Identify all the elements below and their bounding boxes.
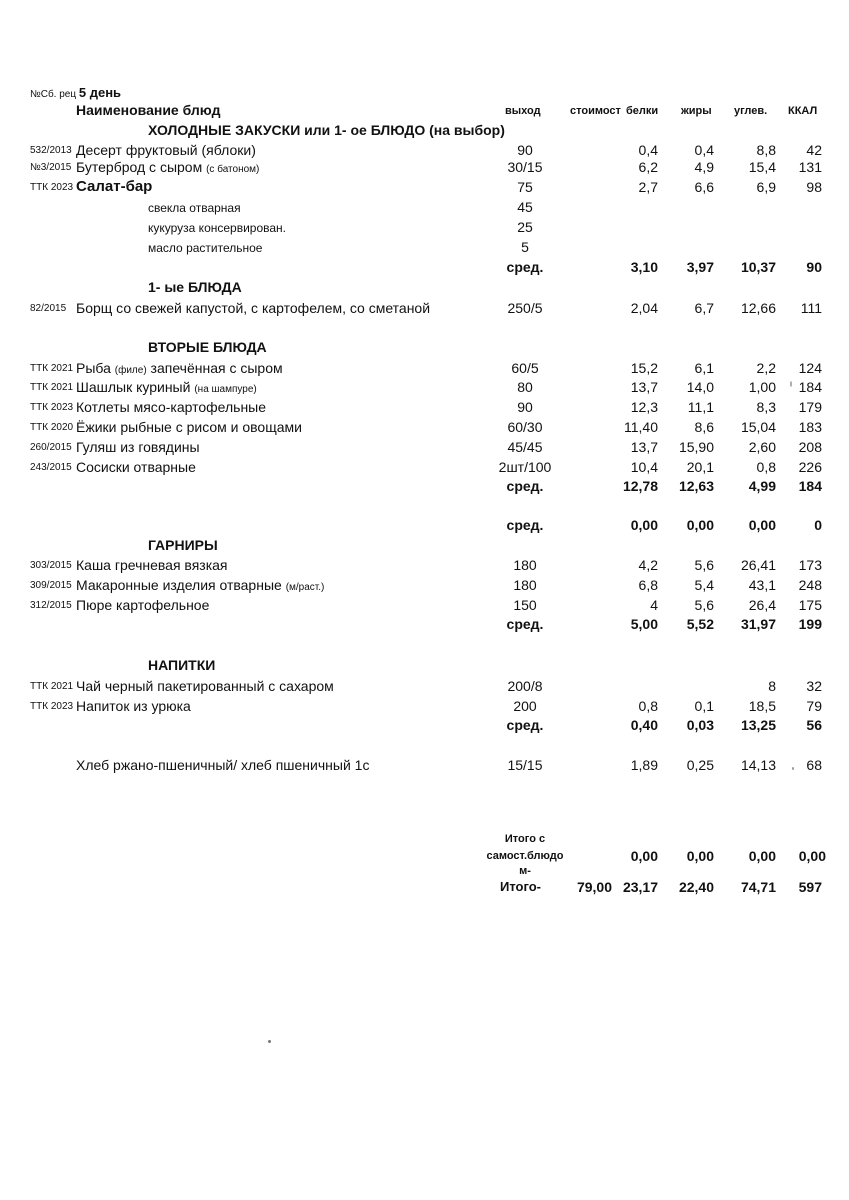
grand-total-kcal: 597 [798, 879, 822, 895]
row-code: ТТК 2021 [30, 681, 74, 692]
first-section-title: 1- ые БЛЮДА [148, 279, 242, 295]
row-fat: 6,1 [694, 360, 714, 376]
row-carbs: 8 [768, 678, 776, 694]
second-section-title: ВТОРЫЕ БЛЮДА [148, 339, 267, 355]
row-note: (на шампуре) [194, 384, 257, 395]
row-name: Ёжики рыбные с рисом и овощами [76, 419, 302, 435]
row-carbs: 26,41 [740, 557, 776, 573]
protein-column-header: белки [626, 105, 659, 117]
row-fat: 6,6 [694, 179, 714, 195]
average-protein: 0,40 [630, 717, 658, 733]
row-note: (филе) [114, 365, 147, 376]
self-total-protein: 0,00 [630, 848, 658, 864]
fat-column-header: жиры [681, 105, 712, 117]
row-yield: 90 [517, 142, 533, 158]
row-carbs: 8,3 [756, 399, 776, 415]
row-name: Десерт фруктовый (яблоки) [76, 142, 256, 158]
row-protein: 13,7 [630, 439, 658, 455]
average-protein: 12,78 [622, 478, 658, 494]
row-name: Гуляш из говядины [76, 439, 200, 455]
average-carbs: 13,25 [740, 717, 776, 733]
grand-total-cost: 79,00 [576, 879, 612, 895]
row-note: (с батоном) [206, 164, 260, 175]
row-name: Напиток из урюка [76, 698, 191, 714]
row-code: 260/2015 [30, 442, 72, 453]
ingredient-name: свекла отварная [148, 201, 241, 215]
row-kcal: 208 [798, 439, 822, 455]
ingredient-yield: 45 [517, 199, 533, 215]
average-kcal: 0 [814, 517, 822, 533]
average-fat: 0,03 [686, 717, 714, 733]
average-fat: 3,97 [686, 259, 714, 275]
row-yield: 30/15 [507, 159, 543, 175]
self-total-label-3: м- [519, 865, 531, 877]
row-code: 82/2015 [30, 303, 67, 314]
row-protein: 4 [650, 597, 658, 613]
row-carbs: 18,5 [748, 698, 776, 714]
average-label: сред. [506, 717, 544, 733]
row-yield: 60/30 [507, 419, 543, 435]
row-fat: 0,1 [694, 698, 714, 714]
row-protein: 2,04 [630, 300, 658, 316]
row-kcal: 124 [798, 360, 822, 376]
self-total-carbs: 0,00 [748, 848, 776, 864]
row-carbs: 14,13 [740, 757, 776, 773]
row-carbs: 2,60 [748, 439, 776, 455]
code-column-header: №Сб. рец 5 день [30, 85, 122, 100]
row-yield: 90 [517, 399, 533, 415]
row-name: Сосиски отварные [76, 459, 196, 475]
self-total-label-2: самост.блюдо [486, 850, 564, 862]
row-name: Борщ со свежей капустой, с картофелем, со сметаной [76, 300, 431, 316]
average-protein: 0,00 [630, 517, 658, 533]
average-kcal: 184 [798, 478, 822, 494]
row-protein: 13,7 [630, 379, 658, 395]
row-carbs: 2,2 [756, 360, 776, 376]
row-carbs: 0,8 [756, 459, 776, 475]
row-yield: 45/45 [507, 439, 543, 455]
row-name: Пюре картофельное [76, 597, 210, 613]
average-fat: 0,00 [686, 517, 714, 533]
average-carbs: 10,37 [740, 259, 776, 275]
average-kcal: 90 [806, 259, 822, 275]
row-yield: 150 [513, 597, 537, 613]
row-kcal: 226 [798, 459, 822, 475]
row-kcal: 248 [798, 577, 822, 593]
row-fat: 0,4 [694, 142, 714, 158]
row-kcal: 179 [798, 399, 822, 415]
row-protein: 0,4 [638, 142, 658, 158]
row-carbs: 1,00 [748, 379, 776, 395]
self-total-kcal: 0,00 [798, 848, 826, 864]
ingredient-yield: 25 [517, 219, 533, 235]
row-yield: 200 [513, 698, 537, 714]
average-carbs: 4,99 [748, 478, 776, 494]
row-code: ТТК 2023 [30, 402, 74, 413]
row-protein: 4,2 [638, 557, 658, 573]
row-name: Каша гречневая вязкая [76, 557, 228, 573]
average-carbs: 0,00 [748, 517, 776, 533]
grand-total-fat: 22,40 [678, 879, 714, 895]
row-yield: 75 [517, 179, 533, 195]
row-kcal: 175 [798, 597, 822, 613]
row-yield: 80 [517, 379, 533, 395]
average-fat: 12,63 [678, 478, 714, 494]
carbs-column-header: углев. [734, 105, 768, 117]
average-carbs: 31,97 [740, 616, 776, 632]
average-label: сред. [506, 616, 544, 632]
row-kcal: 131 [798, 159, 822, 175]
row-fat: 15,90 [678, 439, 714, 455]
row-name: Бутерброд с сыром (с батоном) [76, 159, 260, 175]
row-protein: 15,2 [630, 360, 658, 376]
row-protein: 1,89 [630, 757, 658, 773]
row-protein: 2,7 [638, 179, 658, 195]
row-kcal: 111 [800, 300, 822, 316]
row-yield: 2шт/100 [498, 459, 552, 475]
row-yield: 180 [513, 577, 537, 593]
average-kcal: 199 [798, 616, 822, 632]
grand-total-protein: 23,17 [622, 879, 658, 895]
scan-speck [790, 381, 792, 387]
self-total-label-1: Итого с [504, 833, 546, 845]
average-fat: 5,52 [686, 616, 714, 632]
row-code: 243/2015 [30, 462, 72, 473]
grand-total-label: Итого- [500, 879, 541, 894]
row-code: №3/2015 [30, 162, 72, 173]
self-total-fat: 0,00 [686, 848, 714, 864]
row-kcal: 79 [806, 698, 822, 714]
row-fat: 5,4 [694, 577, 714, 593]
row-code: ТТК 2023 [30, 182, 74, 193]
grand-total-carbs: 74,71 [740, 879, 776, 895]
row-name: Чай черный пакетированный с сахаром [76, 678, 334, 694]
row-note: (м/раст.) [285, 582, 325, 593]
row-fat: 11,1 [687, 399, 714, 415]
row-carbs: 43,1 [748, 577, 776, 593]
row-fat: 5,6 [694, 557, 714, 573]
row-code: ТТК 2020 [30, 422, 74, 433]
row-name: Рыба (филе) запечённая с сыром [76, 360, 283, 376]
row-code: 532/2013 [30, 145, 72, 156]
row-code: 303/2015 [30, 560, 72, 571]
row-protein: 6,2 [638, 159, 658, 175]
ingredient-name: масло растительное [148, 241, 263, 255]
average-label: сред. [506, 517, 544, 533]
row-name: Макаронные изделия отварные (м/раст.) [76, 577, 325, 593]
row-fat: 0,25 [686, 757, 714, 773]
garnish-section-title: ГАРНИРЫ [148, 537, 218, 553]
row-code: 312/2015 [30, 600, 72, 611]
row-protein: 12,3 [630, 399, 658, 415]
scan-speck [268, 1040, 271, 1043]
row-kcal: 173 [798, 557, 822, 573]
average-label: сред. [506, 259, 544, 275]
row-carbs: 15,04 [740, 419, 776, 435]
cold-section-title: ХОЛОДНЫЕ ЗАКУСКИ или 1- ое БЛЮДО (на выбор) [148, 122, 505, 138]
row-yield: 15/15 [507, 757, 543, 773]
row-carbs: 8,8 [756, 142, 776, 158]
ingredient-yield: 5 [521, 239, 529, 255]
row-kcal: 183 [798, 419, 822, 435]
row-fat: 14,0 [686, 379, 714, 395]
drinks-section-title: НАПИТКИ [148, 657, 216, 673]
average-protein: 3,10 [630, 259, 658, 275]
row-carbs: 15,4 [748, 159, 776, 175]
row-code: ТТК 2023 [30, 701, 74, 712]
row-fat: 8,6 [694, 419, 714, 435]
row-fat: 5,6 [694, 597, 714, 613]
row-kcal: 98 [806, 179, 822, 195]
average-protein: 5,00 [630, 616, 658, 632]
row-yield: 250/5 [507, 300, 543, 316]
row-kcal: 32 [806, 678, 822, 694]
yield-column-header: выход [505, 105, 541, 117]
row-name: Хлеб ржано-пшеничный/ хлеб пшеничный 1с [76, 757, 370, 773]
scan-speck [792, 767, 794, 770]
average-label: сред. [506, 478, 544, 494]
name-column-header: Наименование блюд [76, 102, 221, 118]
row-yield: 60/5 [511, 360, 539, 376]
day-label: 5 день [78, 85, 122, 100]
row-name: Котлеты мясо-картофельные [76, 399, 267, 415]
row-yield: 180 [513, 557, 537, 573]
row-name: Салат-бар [76, 178, 153, 195]
row-carbs: 26,4 [748, 597, 776, 613]
row-protein: 10,4 [630, 459, 658, 475]
cost-column-header: стоимост [570, 105, 621, 117]
row-protein: 0,8 [638, 698, 658, 714]
row-code: ТТК 2021 [30, 382, 74, 393]
row-kcal: 42 [806, 142, 822, 158]
ingredient-name: кукуруза консервирован. [148, 221, 287, 235]
row-code: ТТК 2021 [30, 363, 74, 374]
row-kcal: 184 [798, 379, 822, 395]
row-name: Шашлык куриный (на шампуре) [76, 379, 257, 395]
row-kcal: 68 [806, 757, 822, 773]
row-carbs: 6,9 [756, 179, 776, 195]
average-kcal: 56 [806, 717, 822, 733]
row-fat: 20,1 [686, 459, 714, 475]
row-fat: 4,9 [694, 159, 714, 175]
row-carbs: 12,66 [740, 300, 776, 316]
row-yield: 200/8 [507, 678, 543, 694]
row-code: 309/2015 [30, 580, 72, 591]
row-fat: 6,7 [694, 300, 714, 316]
kcal-column-header: ККАЛ [788, 105, 818, 117]
row-protein: 6,8 [638, 577, 658, 593]
row-protein: 11,40 [624, 419, 658, 435]
